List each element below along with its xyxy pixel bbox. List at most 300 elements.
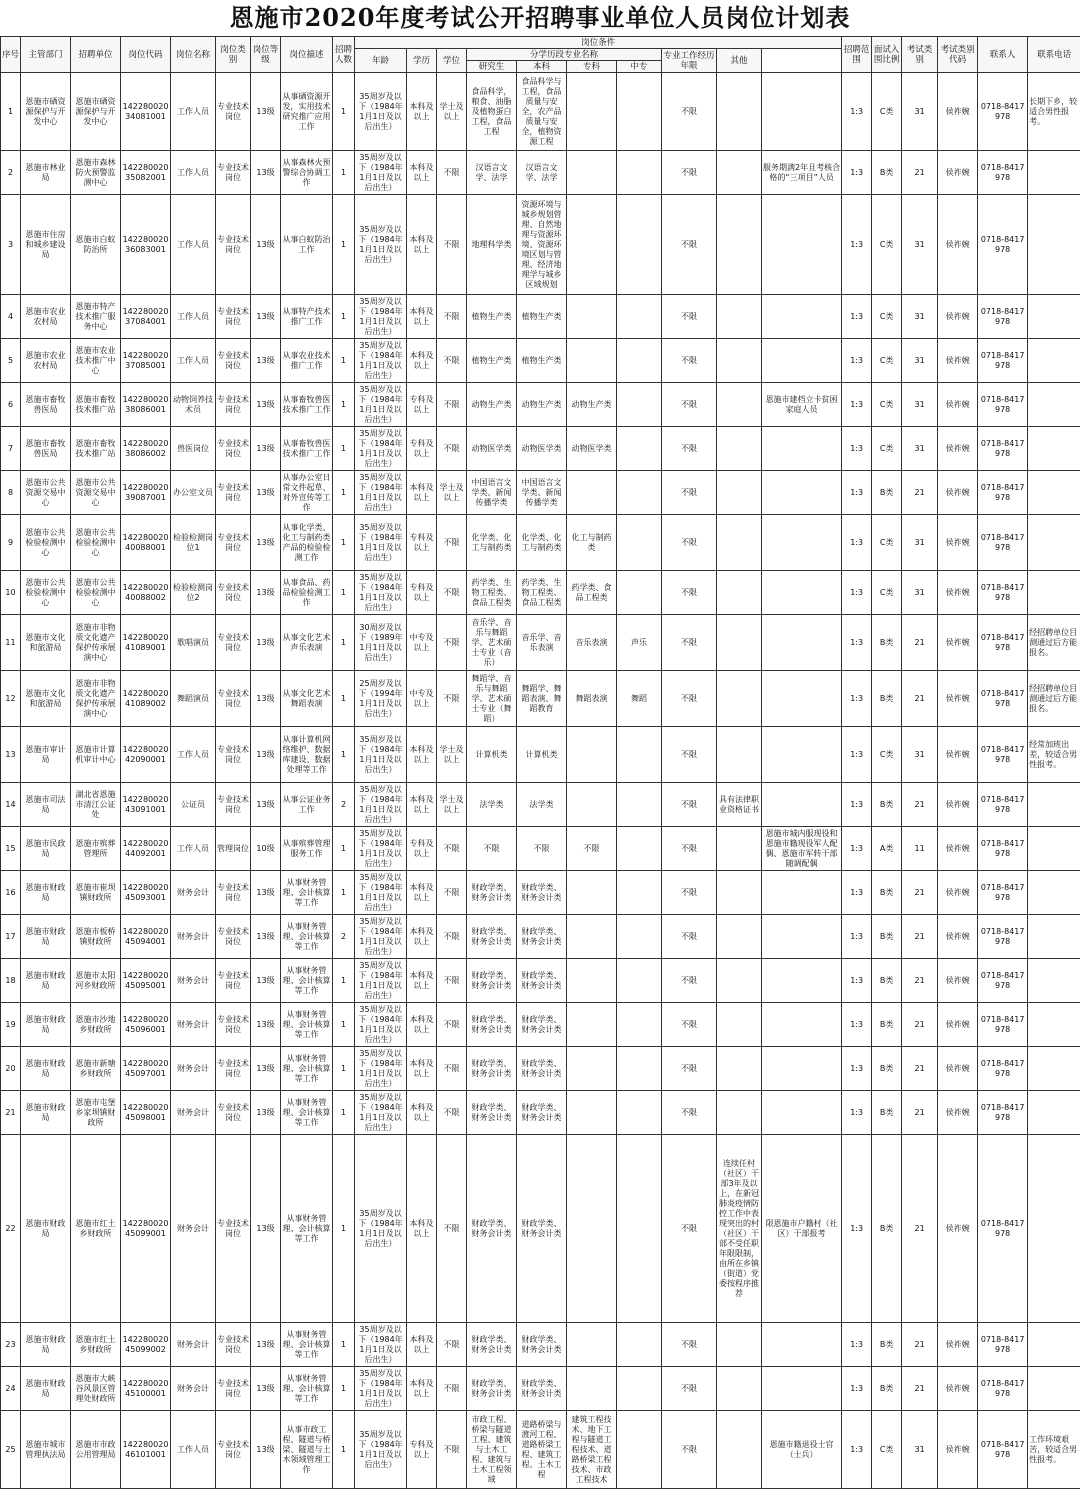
cell-exam-code[interactable]: 21 [902,1367,938,1411]
cell-bachelor[interactable]: 财政学类、财务会计类 [517,1323,567,1367]
cell-contact[interactable]: 侯祚婉 [938,727,978,783]
cell-seq[interactable]: 14 [1,783,21,827]
cell-grad[interactable]: 财政学类、财务会计类 [467,1367,517,1411]
cell-grad[interactable]: 药学类、生物工程类、食品工程类 [467,571,517,615]
cell-exam-cat[interactable]: B类 [872,959,902,1003]
cell-exam-cat[interactable]: C类 [872,571,902,615]
cell-name[interactable]: 公证员 [171,783,216,827]
cell-seq[interactable]: 8 [1,471,21,515]
cell-secondary[interactable] [617,195,662,295]
cell-age[interactable]: 35周岁及以下（1984年1月1日及以后出生） [355,427,407,471]
cell-unit[interactable]: 恩施市崔坝镇财政所 [71,871,121,915]
cell-college[interactable] [567,195,617,295]
cell-seq[interactable]: 6 [1,383,21,427]
cell-level[interactable]: 13级 [251,471,281,515]
cell-dept[interactable]: 恩施市财政局 [21,871,71,915]
cell-college[interactable] [567,1323,617,1367]
cell-note[interactable] [1028,427,1080,471]
cell-dept[interactable]: 恩施市文化和旅游局 [21,615,71,671]
cell-level[interactable]: 13级 [251,727,281,783]
cell-ratio[interactable]: 1:3 [842,727,872,783]
cell-secondary[interactable] [617,915,662,959]
cell-name[interactable]: 动物饲养技术员 [171,383,216,427]
cell-exam-code[interactable]: 21 [902,471,938,515]
cell-grad[interactable]: 舞蹈学、音乐与舞蹈学、艺术硕士专业（舞蹈） [467,671,517,727]
cell-college[interactable]: 化工与制药类 [567,515,617,571]
cell-note[interactable] [1028,383,1080,427]
cell-scope[interactable] [762,727,842,783]
cell-edu[interactable]: 本科及以上 [407,151,437,195]
cell-unit[interactable]: 恩施市白蚁防治所 [71,195,121,295]
cell-desc[interactable]: 从事市政工程、隧道与桥梁、隧道与土木领域管理工作 [281,1411,333,1489]
cell-phone[interactable]: 0718-8417978 [978,783,1028,827]
cell-age[interactable]: 35周岁及以下（1984年1月1日及以后出生） [355,151,407,195]
cell-unit[interactable]: 恩施市森林防火预警监测中心 [71,151,121,195]
cell-exam-code[interactable]: 21 [902,1323,938,1367]
cell-other[interactable] [717,1367,762,1411]
cell-dept[interactable]: 恩施市公共资源交易中心 [21,471,71,515]
cell-scope[interactable] [762,571,842,615]
cell-scope[interactable] [762,339,842,383]
cell-name[interactable]: 检验检测岗位2 [171,571,216,615]
cell-exam-code[interactable]: 31 [902,295,938,339]
cell-code[interactable]: 14228002044092001 [121,827,171,871]
cell-code[interactable]: 14228002039087001 [121,471,171,515]
cell-code[interactable]: 14228002045100001 [121,1367,171,1411]
cell-category[interactable]: 专业技术岗位 [216,571,251,615]
cell-phone[interactable]: 0718-8417978 [978,1367,1028,1411]
cell-unit[interactable]: 恩施市畜牧技术推广站 [71,427,121,471]
cell-grad[interactable]: 计算机类 [467,727,517,783]
cell-secondary[interactable]: 舞蹈 [617,671,662,727]
cell-dept[interactable]: 恩施市财政局 [21,1003,71,1047]
cell-bachelor[interactable]: 财政学类、财务会计类 [517,1047,567,1091]
cell-count[interactable]: 1 [333,1091,355,1135]
cell-other[interactable] [717,727,762,783]
cell-edu[interactable]: 本科及以上 [407,295,437,339]
cell-secondary[interactable] [617,1003,662,1047]
cell-scope[interactable]: 恩施市建档立卡贫困家庭人员 [762,383,842,427]
cell-exam-code[interactable]: 21 [902,783,938,827]
cell-level[interactable]: 13级 [251,783,281,827]
cell-desc[interactable]: 从事食品、药品检验检测工作 [281,571,333,615]
cell-other[interactable]: 连续任村（社区）干部3年及以上，在新冠肺炎疫情防控工作中表现突出的村（社区）干部不受任职年限限制，由所在乡镇（街道）党委按程序推荐 [717,1135,762,1323]
cell-bachelor[interactable]: 计算机类 [517,727,567,783]
cell-phone[interactable]: 0718-8417978 [978,1323,1028,1367]
cell-seq[interactable]: 17 [1,915,21,959]
cell-level[interactable]: 13级 [251,295,281,339]
cell-count[interactable]: 1 [333,1411,355,1489]
cell-count[interactable]: 1 [333,1047,355,1091]
cell-degree[interactable]: 不限 [437,1091,467,1135]
cell-note[interactable] [1028,339,1080,383]
cell-desc[interactable]: 从事财务管理、会计核算等工作 [281,1003,333,1047]
cell-edu[interactable]: 专科及以上 [407,427,437,471]
cell-code[interactable]: 14228002045096001 [121,1003,171,1047]
cell-seq[interactable]: 2 [1,151,21,195]
cell-degree[interactable]: 不限 [437,1047,467,1091]
cell-exp[interactable]: 不限 [662,383,717,427]
cell-exam-cat[interactable]: B类 [872,615,902,671]
cell-college[interactable] [567,1135,617,1323]
cell-scope[interactable] [762,1367,842,1411]
cell-age[interactable]: 35周岁及以下（1984年1月1日及以后出生） [355,1323,407,1367]
cell-grad[interactable]: 植物生产类 [467,295,517,339]
cell-unit[interactable]: 恩施市非物质文化遗产保护传承展演中心 [71,615,121,671]
cell-level[interactable]: 13级 [251,339,281,383]
cell-contact[interactable]: 侯祚婉 [938,959,978,1003]
cell-seq[interactable]: 9 [1,515,21,571]
cell-exp[interactable]: 不限 [662,827,717,871]
cell-secondary[interactable] [617,1135,662,1323]
cell-dept[interactable]: 恩施市农业农村局 [21,295,71,339]
cell-dept[interactable]: 恩施市财政局 [21,1135,71,1323]
cell-exp[interactable]: 不限 [662,615,717,671]
cell-exam-cat[interactable]: C类 [872,1411,902,1489]
cell-dept[interactable]: 恩施市农业农村局 [21,339,71,383]
cell-count[interactable]: 1 [333,427,355,471]
cell-grad[interactable]: 财政学类、财务会计类 [467,1003,517,1047]
cell-desc[interactable]: 从事财务管理、会计核算等工作 [281,959,333,1003]
cell-note[interactable] [1028,1367,1080,1411]
cell-unit[interactable]: 恩施市硒资源保护与开发中心 [71,73,121,151]
cell-desc[interactable]: 从事农业技术推广工作 [281,339,333,383]
cell-phone[interactable]: 0718-8417978 [978,671,1028,727]
cell-code[interactable]: 14228002041089002 [121,671,171,727]
cell-scope[interactable] [762,427,842,471]
cell-count[interactable]: 1 [333,727,355,783]
cell-phone[interactable]: 0718-8417978 [978,615,1028,671]
cell-degree[interactable]: 不限 [437,151,467,195]
cell-degree[interactable]: 学士及以上 [437,783,467,827]
cell-age[interactable]: 35周岁及以下（1984年1月1日及以后出生） [355,471,407,515]
cell-edu[interactable]: 专科及以上 [407,515,437,571]
cell-level[interactable]: 13级 [251,427,281,471]
cell-age[interactable]: 35周岁及以下（1984年1月1日及以后出生） [355,827,407,871]
cell-phone[interactable]: 0718-8417978 [978,871,1028,915]
cell-edu[interactable]: 专科及以上 [407,383,437,427]
cell-ratio[interactable]: 1:3 [842,73,872,151]
cell-exp[interactable]: 不限 [662,1047,717,1091]
cell-secondary[interactable] [617,427,662,471]
cell-phone[interactable]: 0718-8417978 [978,915,1028,959]
cell-unit[interactable]: 湖北省恩施市清江公证处 [71,783,121,827]
cell-unit[interactable]: 恩施市公共检验检测中心 [71,515,121,571]
cell-secondary[interactable] [617,1411,662,1489]
cell-degree[interactable]: 不限 [437,195,467,295]
cell-dept[interactable]: 恩施市财政局 [21,1367,71,1411]
cell-desc[interactable]: 从事财务管理、会计核算等工作 [281,1367,333,1411]
cell-unit[interactable]: 恩施市红土乡财政所 [71,1323,121,1367]
cell-code[interactable]: 14228002040088001 [121,515,171,571]
col-exam-cat[interactable]: 考试类别 [902,37,938,73]
cell-contact[interactable]: 侯祚婉 [938,671,978,727]
cell-degree[interactable]: 不限 [437,915,467,959]
cell-exam-code[interactable]: 21 [902,871,938,915]
col-exp[interactable]: 专业工作经历年限 [663,50,715,71]
cell-ratio[interactable]: 1:3 [842,151,872,195]
cell-code[interactable]: 14228002045099002 [121,1323,171,1367]
cell-exam-cat[interactable]: C类 [872,727,902,783]
cell-code[interactable]: 14228002038086001 [121,383,171,427]
cell-contact[interactable]: 侯祚婉 [938,915,978,959]
cell-other[interactable] [717,383,762,427]
cell-count[interactable]: 1 [333,471,355,515]
cell-desc[interactable]: 从事化学类、化工与制药类产品的检验检测工作 [281,515,333,571]
cell-other[interactable] [717,427,762,471]
cell-level[interactable]: 13级 [251,1411,281,1489]
cell-degree[interactable]: 不限 [437,615,467,671]
cell-age[interactable]: 35周岁及以下（1984年1月1日及以后出生） [355,915,407,959]
cell-exam-cat[interactable]: C类 [872,383,902,427]
cell-dept[interactable]: 恩施市住房和城乡建设局 [21,195,71,295]
cell-age[interactable]: 35周岁及以下（1984年1月1日及以后出生） [355,571,407,615]
cell-desc[interactable]: 从事计算机网络维护、数据库建设、数据处理等工作 [281,727,333,783]
cell-note[interactable] [1028,959,1080,1003]
cell-exam-cat[interactable]: B类 [872,1135,902,1323]
cell-desc[interactable]: 从事财务管理、会计核算等工作 [281,1091,333,1135]
cell-desc[interactable]: 从事硒资源开发，实用技术研究推广应用工作 [281,73,333,151]
cell-secondary[interactable] [617,571,662,615]
cell-bachelor[interactable]: 动物医学类 [517,427,567,471]
cell-ratio[interactable]: 1:3 [842,515,872,571]
cell-category[interactable]: 专业技术岗位 [216,1003,251,1047]
cell-name[interactable]: 财务会计 [171,1367,216,1411]
cell-dept[interactable]: 恩施市城市管理执法局 [21,1411,71,1489]
cell-code[interactable]: 14228002037085001 [121,339,171,383]
cell-exam-code[interactable]: 31 [902,73,938,151]
cell-category[interactable]: 管理岗位 [216,827,251,871]
cell-bachelor[interactable]: 财政学类、财务会计类 [517,915,567,959]
col-secondary[interactable]: 中专 [617,61,662,73]
cell-age[interactable]: 35周岁及以下（1984年1月1日及以后出生） [355,1047,407,1091]
cell-name[interactable]: 财务会计 [171,1047,216,1091]
cell-college[interactable] [567,959,617,1003]
cell-scope[interactable] [762,871,842,915]
cell-college[interactable] [567,1047,617,1091]
cell-college[interactable]: 不限 [567,827,617,871]
cell-level[interactable]: 13级 [251,615,281,671]
cell-name[interactable]: 工作人员 [171,727,216,783]
cell-desc[interactable]: 从事财务管理、会计核算等工作 [281,1135,333,1323]
cell-exam-cat[interactable]: B类 [872,1323,902,1367]
cell-category[interactable]: 专业技术岗位 [216,615,251,671]
cell-exp[interactable]: 不限 [662,73,717,151]
cell-exam-code[interactable]: 21 [902,1047,938,1091]
cell-unit[interactable]: 恩施市板桥镇财政所 [71,915,121,959]
cell-age[interactable]: 35周岁及以下（1984年1月1日及以后出生） [355,295,407,339]
cell-college[interactable] [567,339,617,383]
cell-ratio[interactable]: 1:3 [842,1003,872,1047]
cell-dept[interactable]: 恩施市财政局 [21,915,71,959]
cell-name[interactable]: 检验检测岗位1 [171,515,216,571]
cell-grad[interactable]: 动物生产类 [467,383,517,427]
cell-note[interactable] [1028,1047,1080,1091]
cell-age[interactable]: 35周岁及以下（1984年1月1日及以后出生） [355,339,407,383]
cell-secondary[interactable] [617,871,662,915]
cell-note[interactable] [1028,195,1080,295]
cell-unit[interactable]: 恩施市农业技术推广中心 [71,339,121,383]
cell-name[interactable]: 财务会计 [171,871,216,915]
cell-degree[interactable]: 不限 [437,339,467,383]
cell-unit[interactable]: 恩施市特产技术推广服务中心 [71,295,121,339]
cell-exam-code[interactable]: 31 [902,571,938,615]
cell-bachelor[interactable]: 财政学类、财务会计类 [517,1003,567,1047]
cell-degree[interactable]: 不限 [437,959,467,1003]
cell-contact[interactable]: 侯祚婉 [938,73,978,151]
cell-exam-code[interactable]: 21 [902,1135,938,1323]
cell-grad[interactable]: 财政学类、财务会计类 [467,1135,517,1323]
cell-exam-cat[interactable]: C类 [872,73,902,151]
cell-seq[interactable]: 21 [1,1091,21,1135]
cell-age[interactable]: 35周岁及以下（1984年1月1日及以后出生） [355,1367,407,1411]
col-exam-code[interactable]: 考试类别代码 [938,37,978,73]
col-category[interactable]: 岗位类别 [216,37,251,73]
cell-dept[interactable]: 恩施市畜牧兽医局 [21,427,71,471]
cell-secondary[interactable] [617,1367,662,1411]
cell-bachelor[interactable]: 植物生产类 [517,339,567,383]
cell-desc[interactable]: 从事森林火预警综合协调工作 [281,151,333,195]
cell-secondary[interactable] [617,471,662,515]
cell-code[interactable]: 14228002046101001 [121,1411,171,1489]
cell-desc[interactable]: 从事财务管理、会计核算等工作 [281,871,333,915]
cell-seq[interactable]: 23 [1,1323,21,1367]
cell-phone[interactable]: 0718-8417978 [978,1411,1028,1489]
cell-name[interactable]: 工作人员 [171,1411,216,1489]
cell-grad[interactable]: 财政学类、财务会计类 [467,915,517,959]
cell-degree[interactable]: 不限 [437,1003,467,1047]
cell-college[interactable] [567,151,617,195]
col-grad[interactable]: 研究生 [467,61,517,73]
cell-note[interactable] [1028,783,1080,827]
cell-other[interactable] [717,1047,762,1091]
cell-secondary[interactable] [617,1091,662,1135]
cell-code[interactable]: 14228002043091001 [121,783,171,827]
cell-unit[interactable]: 恩施市太阳河乡财政所 [71,959,121,1003]
cell-ratio[interactable]: 1:3 [842,1047,872,1091]
col-ratio[interactable]: 面试入围比例 [872,37,902,73]
cell-category[interactable]: 专业技术岗位 [216,1367,251,1411]
cell-category[interactable]: 专业技术岗位 [216,671,251,727]
cell-grad[interactable]: 财政学类、财务会计类 [467,871,517,915]
cell-exam-cat[interactable]: B类 [872,151,902,195]
cell-contact[interactable]: 侯祚婉 [938,195,978,295]
cell-exam-cat[interactable]: B类 [872,471,902,515]
cell-phone[interactable]: 0718-8417978 [978,515,1028,571]
cell-ratio[interactable]: 1:3 [842,871,872,915]
cell-name[interactable]: 财务会计 [171,915,216,959]
cell-exam-cat[interactable]: C类 [872,515,902,571]
cell-bachelor[interactable]: 药学类、生物工程类、食品工程类 [517,571,567,615]
cell-degree[interactable]: 学士及以上 [437,727,467,783]
cell-scope[interactable] [762,1003,842,1047]
cell-ratio[interactable]: 1:3 [842,195,872,295]
cell-ratio[interactable]: 1:3 [842,427,872,471]
cell-contact[interactable]: 侯祚婉 [938,1003,978,1047]
cell-unit[interactable]: 恩施市屯堡乡家坝镇财政所 [71,1091,121,1135]
cell-scope[interactable] [762,671,842,727]
cell-edu[interactable]: 专科及以上 [407,1411,437,1489]
cell-note[interactable]: 工作环境艰苦，较适合男性报考。 [1028,1411,1080,1489]
cell-degree[interactable]: 不限 [437,383,467,427]
cell-degree[interactable]: 不限 [437,671,467,727]
cell-other[interactable]: 具有法律职业资格证书 [717,783,762,827]
cell-category[interactable]: 专业技术岗位 [216,871,251,915]
col-scope[interactable]: 招聘范围 [842,37,872,73]
cell-scope[interactable] [762,195,842,295]
cell-grad[interactable]: 动物医学类 [467,427,517,471]
cell-count[interactable]: 1 [333,871,355,915]
cell-dept[interactable]: 恩施市财政局 [21,1091,71,1135]
cell-edu[interactable]: 本科及以上 [407,727,437,783]
cell-exam-cat[interactable]: A类 [872,827,902,871]
cell-name[interactable]: 兽医岗位 [171,427,216,471]
cell-college[interactable] [567,871,617,915]
cell-unit[interactable]: 恩施市非物质文化遗产保护传承展演中心 [71,671,121,727]
cell-exam-code[interactable]: 31 [902,427,938,471]
cell-code[interactable]: 14228002045094001 [121,915,171,959]
cell-note[interactable] [1028,295,1080,339]
cell-exp[interactable]: 不限 [662,571,717,615]
cell-other[interactable] [717,571,762,615]
cell-bachelor[interactable]: 动物生产类 [517,383,567,427]
cell-category[interactable]: 专业技术岗位 [216,151,251,195]
cell-level[interactable]: 13级 [251,1091,281,1135]
cell-ratio[interactable]: 1:3 [842,295,872,339]
cell-contact[interactable]: 侯祚婉 [938,871,978,915]
cell-edu[interactable]: 本科及以上 [407,915,437,959]
cell-name[interactable]: 工作人员 [171,73,216,151]
col-degree[interactable]: 学位 [437,49,467,73]
cell-grad[interactable]: 不限 [467,827,517,871]
cell-secondary[interactable] [617,295,662,339]
cell-seq[interactable]: 22 [1,1135,21,1323]
cell-degree[interactable]: 不限 [437,427,467,471]
cell-level[interactable]: 13级 [251,571,281,615]
cell-college[interactable] [567,1091,617,1135]
cell-count[interactable]: 1 [333,671,355,727]
cell-exam-code[interactable]: 31 [902,383,938,427]
cell-grad[interactable]: 植物生产类 [467,339,517,383]
col-level[interactable]: 岗位等级 [251,37,281,73]
cell-secondary[interactable] [617,827,662,871]
cell-exp[interactable]: 不限 [662,915,717,959]
cell-category[interactable]: 专业技术岗位 [216,73,251,151]
cell-seq[interactable]: 20 [1,1047,21,1091]
cell-exp[interactable]: 不限 [662,515,717,571]
cell-category[interactable]: 专业技术岗位 [216,383,251,427]
cell-secondary[interactable] [617,515,662,571]
cell-secondary[interactable] [617,1323,662,1367]
cell-dept[interactable]: 恩施市财政局 [21,959,71,1003]
cell-unit[interactable]: 恩施市畜牧技术推广站 [71,383,121,427]
cell-category[interactable]: 专业技术岗位 [216,1135,251,1323]
cell-edu[interactable]: 本科及以上 [407,1367,437,1411]
cell-other[interactable] [717,871,762,915]
cell-category[interactable]: 专业技术岗位 [216,195,251,295]
cell-age[interactable]: 35周岁及以下（1984年1月1日及以后出生） [355,727,407,783]
cell-contact[interactable]: 侯祚婉 [938,295,978,339]
cell-bachelor[interactable]: 中国语言文学类、新闻传播学类 [517,471,567,515]
cell-college[interactable] [567,915,617,959]
cell-note[interactable] [1028,515,1080,571]
col-count[interactable]: 招聘人数 [333,37,355,73]
cell-exam-code[interactable]: 21 [902,615,938,671]
cell-ratio[interactable]: 1:3 [842,571,872,615]
cell-bachelor[interactable]: 化学类、化工与制药类 [517,515,567,571]
cell-exam-cat[interactable]: C类 [872,339,902,383]
cell-phone[interactable]: 0718-8417978 [978,1003,1028,1047]
